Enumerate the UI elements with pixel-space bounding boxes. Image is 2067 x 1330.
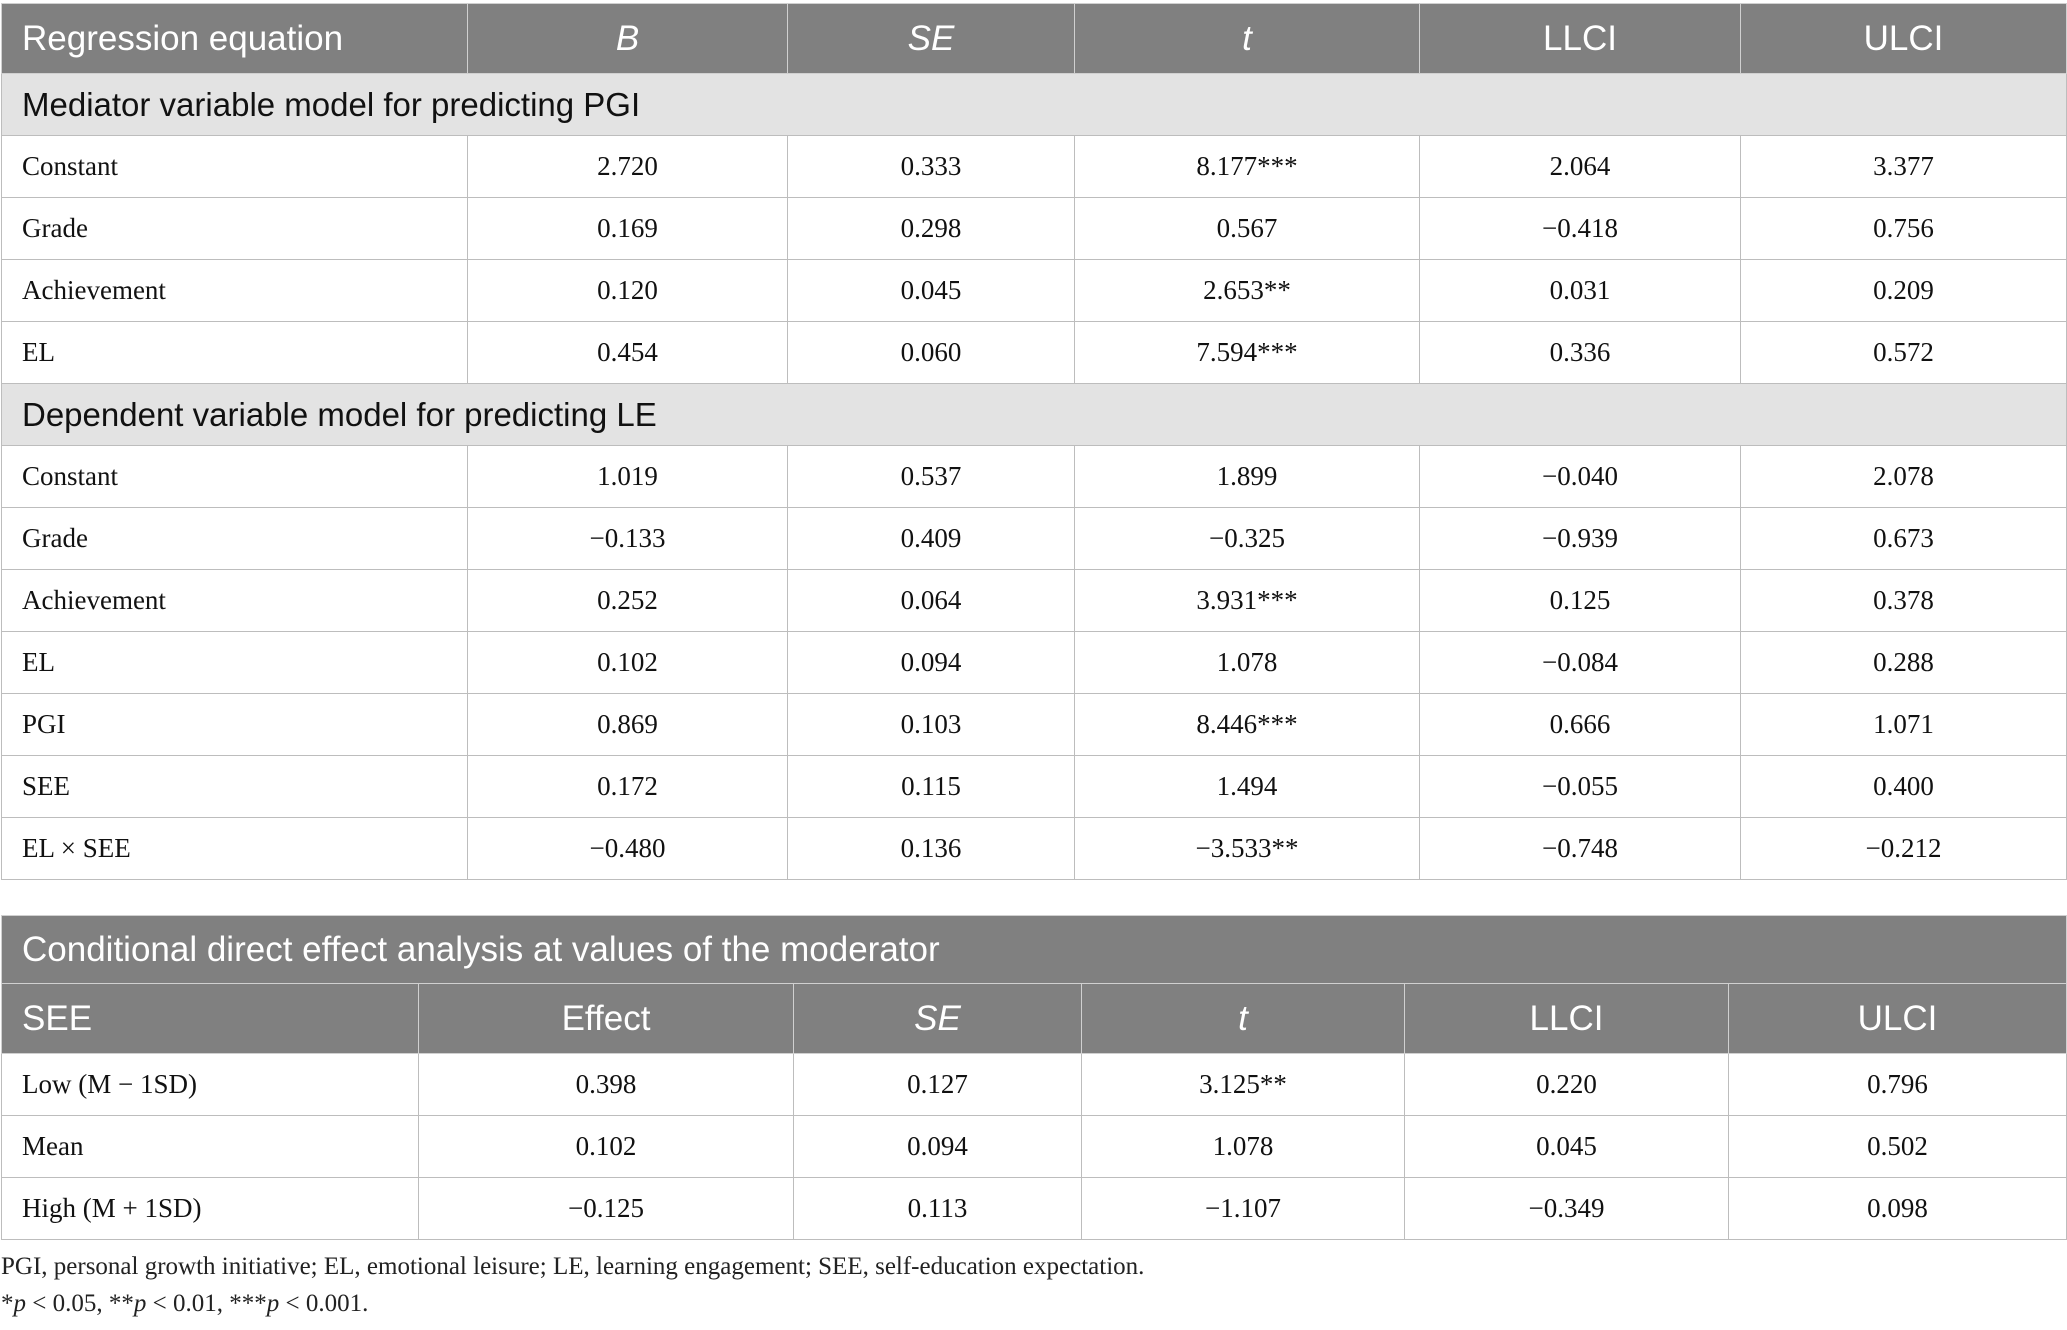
cell-ulci: 0.288: [1741, 632, 2067, 694]
cell-ulci: 0.400: [1741, 756, 2067, 818]
cell-b: 0.172: [468, 756, 788, 818]
cell-t: 2.653**: [1075, 260, 1420, 322]
significance-footnote: [1, 1290, 368, 1318]
cell-llci: −0.418: [1420, 198, 1741, 260]
header-t: t: [1082, 984, 1405, 1054]
cell-llci: 0.220: [1405, 1054, 1729, 1116]
cell-t: −0.325: [1075, 508, 1420, 570]
table-row: [2, 198, 2067, 260]
table-row: [2, 1178, 2067, 1240]
cell-llci: 0.031: [1420, 260, 1741, 322]
conditional-effect-header: [2, 984, 2067, 1054]
table-row: [2, 756, 2067, 818]
cell-se: 0.136: [788, 818, 1075, 880]
cell-llci: −0.939: [1420, 508, 1741, 570]
section-row-mediator-model: [2, 74, 2067, 136]
cell-b: 1.019: [468, 446, 788, 508]
row-label: EL: [2, 632, 468, 694]
sig-threshold: < 0.05,: [26, 1290, 109, 1317]
cell-llci: −0.055: [1420, 756, 1741, 818]
cell-effect: 0.102: [419, 1116, 794, 1178]
row-label: Grade: [2, 508, 468, 570]
table-row: [2, 322, 2067, 384]
cell-se: 0.045: [788, 260, 1075, 322]
cell-t: 3.125**: [1082, 1054, 1405, 1116]
cell-ulci: 3.377: [1741, 136, 2067, 198]
cell-t: −3.533**: [1075, 818, 1420, 880]
cell-ulci: 0.502: [1729, 1116, 2067, 1178]
cell-b: 2.720: [468, 136, 788, 198]
cell-se: 0.060: [788, 322, 1075, 384]
sig-p: p: [133, 1290, 147, 1317]
sig-marker: *: [1, 1290, 14, 1317]
cell-se: 0.103: [788, 694, 1075, 756]
row-label: PGI: [2, 694, 468, 756]
section-row-dependent-model: [2, 384, 2067, 446]
cell-ulci: 0.098: [1729, 1178, 2067, 1240]
header-se: SE: [794, 984, 1082, 1054]
cell-llci: −0.349: [1405, 1178, 1729, 1240]
cell-ulci: 1.071: [1741, 694, 2067, 756]
header-se: SE: [788, 4, 1075, 74]
cell-b: 0.454: [468, 322, 788, 384]
header-llci: LLCI: [1405, 984, 1729, 1054]
table-row: [2, 1116, 2067, 1178]
table-row: [2, 1054, 2067, 1116]
table-row: [2, 632, 2067, 694]
regression-table-header: [2, 4, 2067, 74]
row-label: Constant: [2, 136, 468, 198]
row-label: Low (M − 1SD): [2, 1054, 419, 1116]
cell-ulci: 0.572: [1741, 322, 2067, 384]
cell-se: 0.537: [788, 446, 1075, 508]
conditional-effect-title-row: [2, 916, 2067, 984]
cell-b: 0.869: [468, 694, 788, 756]
header-see: SEE: [2, 984, 419, 1054]
header-ulci: ULCI: [1729, 984, 2067, 1054]
cell-llci: −0.748: [1420, 818, 1741, 880]
cell-llci: 0.666: [1420, 694, 1741, 756]
sig-p: p: [13, 1290, 26, 1317]
cell-llci: 2.064: [1420, 136, 1741, 198]
cell-ulci: −0.212: [1741, 818, 2067, 880]
row-label: Achievement: [2, 260, 468, 322]
cell-t: 0.567: [1075, 198, 1420, 260]
table-row: [2, 570, 2067, 632]
cell-t: 8.446***: [1075, 694, 1420, 756]
cell-llci: −0.040: [1420, 446, 1741, 508]
row-label: EL × SEE: [2, 818, 468, 880]
cell-se: 0.064: [788, 570, 1075, 632]
table-row: [2, 508, 2067, 570]
header-effect: Effect: [419, 984, 794, 1054]
table-row: [2, 136, 2067, 198]
table-row: [2, 446, 2067, 508]
cell-t: 7.594***: [1075, 322, 1420, 384]
cell-t: −1.107: [1082, 1178, 1405, 1240]
sig-marker: **: [108, 1290, 134, 1317]
regression-table: [1, 3, 2067, 880]
cell-se: 0.409: [788, 508, 1075, 570]
cell-b: −0.133: [468, 508, 788, 570]
sig-threshold: < 0.01,: [146, 1290, 230, 1317]
row-label: Achievement: [2, 570, 468, 632]
cell-t: 1.078: [1075, 632, 1420, 694]
cell-se: 0.094: [788, 632, 1075, 694]
cell-ulci: 0.673: [1741, 508, 2067, 570]
sig-marker: ***: [229, 1290, 267, 1317]
abbreviations-footnote: PGI, personal growth initiative; EL, emotional leisure; LE, learning engagement; SEE, self-education expectation.: [1, 1253, 1145, 1280]
cell-effect: 0.398: [419, 1054, 794, 1116]
row-label: EL: [2, 322, 468, 384]
section-title-dependent-model: Dependent variable model for predicting LE: [2, 384, 2067, 446]
cell-llci: 0.125: [1420, 570, 1741, 632]
cell-t: 8.177***: [1075, 136, 1420, 198]
cell-b: 0.252: [468, 570, 788, 632]
row-label: SEE: [2, 756, 468, 818]
cell-b: −0.480: [468, 818, 788, 880]
conditional-effect-title: Conditional direct effect analysis at values of the moderator: [2, 916, 2067, 984]
cell-llci: 0.336: [1420, 322, 1741, 384]
header-regression-equation: Regression equation: [2, 4, 468, 74]
header-llci: LLCI: [1420, 4, 1741, 74]
cell-t: 1.078: [1082, 1116, 1405, 1178]
row-label: High (M + 1SD): [2, 1178, 419, 1240]
cell-se: 0.115: [788, 756, 1075, 818]
cell-ulci: 0.796: [1729, 1054, 2067, 1116]
table-row: [2, 818, 2067, 880]
cell-t: 1.494: [1075, 756, 1420, 818]
row-label: Mean: [2, 1116, 419, 1178]
cell-ulci: 0.209: [1741, 260, 2067, 322]
cell-se: 0.333: [788, 136, 1075, 198]
header-b: B: [468, 4, 788, 74]
sig-threshold: < 0.001.: [279, 1290, 369, 1317]
cell-llci: 0.045: [1405, 1116, 1729, 1178]
row-label: Grade: [2, 198, 468, 260]
cell-effect: −0.125: [419, 1178, 794, 1240]
cell-b: 0.169: [468, 198, 788, 260]
cell-ulci: 2.078: [1741, 446, 2067, 508]
conditional-effect-table: [1, 915, 2067, 1240]
cell-se: 0.127: [794, 1054, 1082, 1116]
cell-t: 1.899: [1075, 446, 1420, 508]
table-row: [2, 694, 2067, 756]
cell-llci: −0.084: [1420, 632, 1741, 694]
table-row: [2, 260, 2067, 322]
row-label: Constant: [2, 446, 468, 508]
cell-b: 0.102: [468, 632, 788, 694]
cell-t: 3.931***: [1075, 570, 1420, 632]
cell-b: 0.120: [468, 260, 788, 322]
sig-p: p: [266, 1290, 280, 1317]
cell-ulci: 0.756: [1741, 198, 2067, 260]
section-title-mediator-model: Mediator variable model for predicting PGI: [2, 74, 2067, 136]
cell-se: 0.113: [794, 1178, 1082, 1240]
header-ulci: ULCI: [1741, 4, 2067, 74]
cell-se: 0.298: [788, 198, 1075, 260]
cell-ulci: 0.378: [1741, 570, 2067, 632]
header-t: t: [1075, 4, 1420, 74]
cell-se: 0.094: [794, 1116, 1082, 1178]
